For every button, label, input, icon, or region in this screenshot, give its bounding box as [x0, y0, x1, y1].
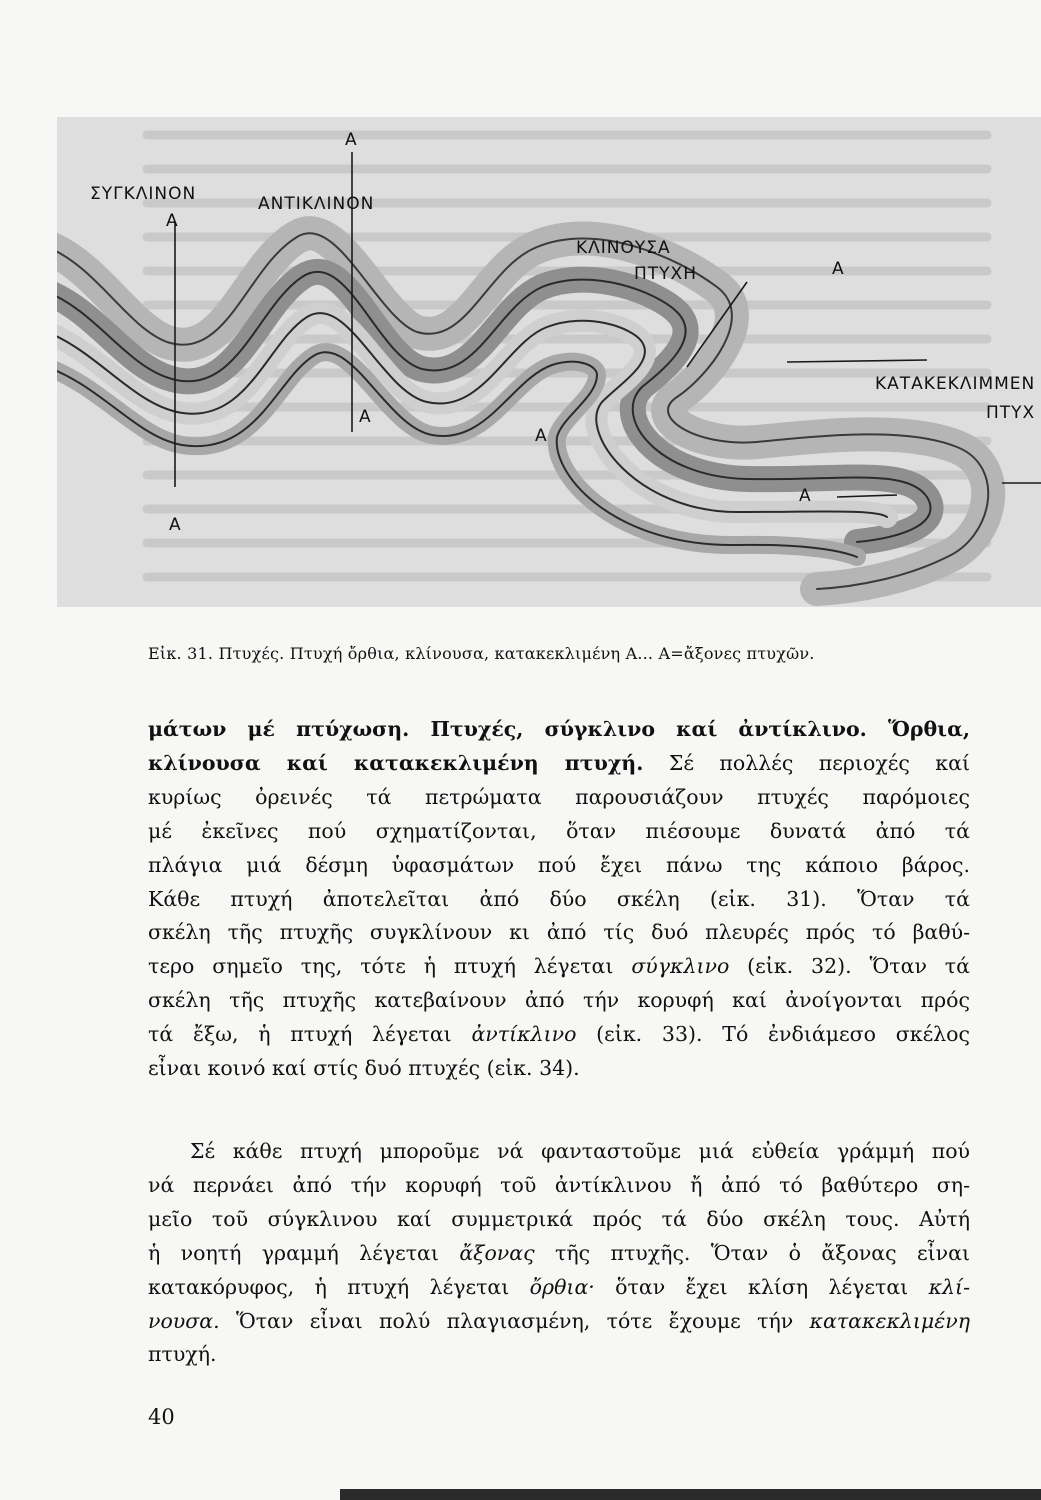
- label-axis-anticline-bottom: Α: [359, 407, 372, 427]
- label-axis-syncline-top: Α: [166, 211, 179, 231]
- p2-line-4-b: τῆς πτυχῆς. Ὅταν ὁ ἄξονας εἶναι: [534, 1240, 970, 1265]
- p1-line-10-a: τά ἔξω, ἡ πτυχή λέγεται: [148, 1022, 472, 1047]
- label-anticline: ΑΝΤΙΚΛΙΝΟΝ: [258, 194, 375, 214]
- term-anticline: ἀντίκλινο: [471, 1022, 577, 1047]
- p2-line-4: [148, 1237, 970, 1271]
- p2-line-3: μεῖο τοῦ σύγκλινου καί συμμετρικά πρός τά δύο σκέλη τους. Αὐτή: [148, 1206, 970, 1231]
- page-bottom-edge: [340, 1489, 1041, 1500]
- p1-line-5: πλάγια μιά δέσμη ὑφασμάτων πού ἔχει πάνω της κάποιο βάρος.: [148, 852, 970, 877]
- p1-line-8-a: τερο σημεῖο της, τότε ἡ πτυχή λέγεται: [148, 954, 632, 979]
- p1-line-2: [148, 747, 970, 781]
- label-syncline: ΣΥΓΚΛΙΝΟΝ: [90, 184, 197, 204]
- p2-line-1: Σέ κάθε πτυχή μποροῦμε νά φανταστοῦμε μιά εὐθεία γράμμή πού: [190, 1139, 970, 1163]
- p1-line-7: σκέλη τῆς πτυχῆς συγκλίνουν κι ἀπό τίς δυό πλευρές πρός τό βαθύ-: [148, 920, 970, 945]
- paragraph-2: [148, 1135, 970, 1372]
- p1-line-3: κυρίως ὀρεινές τά πετρώματα παρουσιάζουν πτυχές παρόμοιες: [148, 784, 970, 809]
- page-number: 40: [148, 1405, 175, 1429]
- p1-line-6: Κάθε πτυχή ἀποτελεῖται ἀπό δύο σκέλη (εἰκ. 31). Ὅταν τά: [148, 886, 970, 911]
- p2-line-5-b: ὅταν ἔχει κλίση λέγεται: [594, 1274, 929, 1299]
- p2-line-7: πτυχή.: [148, 1342, 217, 1367]
- figure-31-diagram: [57, 117, 1041, 607]
- p1-line-8: [148, 950, 970, 984]
- label-inclined-fold-2: ΠΤΥΧΗ: [634, 264, 697, 284]
- term-syncline: σύγκλινο: [631, 954, 730, 979]
- p1-line-10-b: (εἰκ. 33). Τό ἐνδιάμεσο σκέλος: [576, 1022, 970, 1047]
- p2-line-2: νά περνάει ἀπό τήν κορυφή τοῦ ἀντίκλινου ἤ ἀπό τό βαθύτερο ση-: [148, 1172, 970, 1197]
- label-axis-anticline-top: Α: [345, 130, 358, 150]
- p1-line-8-b: (εἰκ. 32). Ὅταν τά: [729, 954, 970, 979]
- term-axis: ἄξονας: [459, 1240, 535, 1265]
- p1-line-11: εἶναι κοινό καί στίς δυό πτυχές (εἰκ. 34).: [148, 1056, 580, 1081]
- label-inclined-fold-1: ΚΛΙΝΟΥΣΑ: [576, 238, 671, 258]
- label-axis-recumbent: Α: [799, 486, 812, 506]
- term-upright: ὄρθια·: [529, 1274, 595, 1299]
- p2-line-6: [148, 1305, 970, 1339]
- label-axis-syncline-bottom: Α: [169, 515, 182, 535]
- term-inclined-end: νουσα.: [148, 1308, 220, 1333]
- label-recumbent-fold-2: ΠΤΥΧ: [986, 403, 1036, 423]
- p1-line-4: μέ ἐκεῖνες πού σχηματίζονται, ὅταν πιέσουμε δυνατά ἀπό τά: [148, 818, 970, 843]
- term-inclined-start: κλί-: [928, 1274, 970, 1299]
- p1-line-10: [148, 1018, 970, 1052]
- term-recumbent: κατακεκλιμένη: [809, 1308, 970, 1333]
- p1-line-1: μάτων μέ πτύχωση. Πτυχές, σύγκλινο καί ἀντίκλινο. Ὅρθια,: [148, 717, 970, 741]
- fold-diagram-svg: [57, 117, 1041, 607]
- paragraph-1: [148, 713, 970, 1086]
- label-axis-inclined-bottom: Α: [535, 426, 548, 446]
- p2-line-5: [148, 1271, 970, 1305]
- p2-line-6-a: Ὅταν εἶναι πολύ πλαγιασμένη, τότε ἔχουμε τήν: [219, 1308, 810, 1333]
- p2-line-5-a: κατακόρυφος, ἡ πτυχή λέγεται: [148, 1274, 530, 1299]
- figure-caption: Εἰκ. 31. Πτυχές. Πτυχή ὄρθια, κλίνουσα, κατακεκλιμένη Α... Α=ἄξονες πτυχῶν.: [148, 644, 815, 663]
- label-axis-inclined: Α: [832, 259, 845, 279]
- p2-line-4-a: ἡ νοητή γραμμή λέγεται: [148, 1240, 460, 1265]
- p1-line-9: σκέλη τῆς πτυχῆς κατεβαίνουν ἀπό τήν κορυφή καί ἀνοίγονται πρός: [148, 988, 970, 1013]
- p1-line-2-rest: Σέ πολλές περιοχές καί: [643, 750, 971, 775]
- p1-line-2-bold: κλίνουσα καί κατακεκλιμένη πτυχή.: [148, 750, 644, 775]
- label-recumbent-fold-1: ΚΑΤΑΚΕΚΛΙΜΜΕΝ: [875, 374, 1036, 394]
